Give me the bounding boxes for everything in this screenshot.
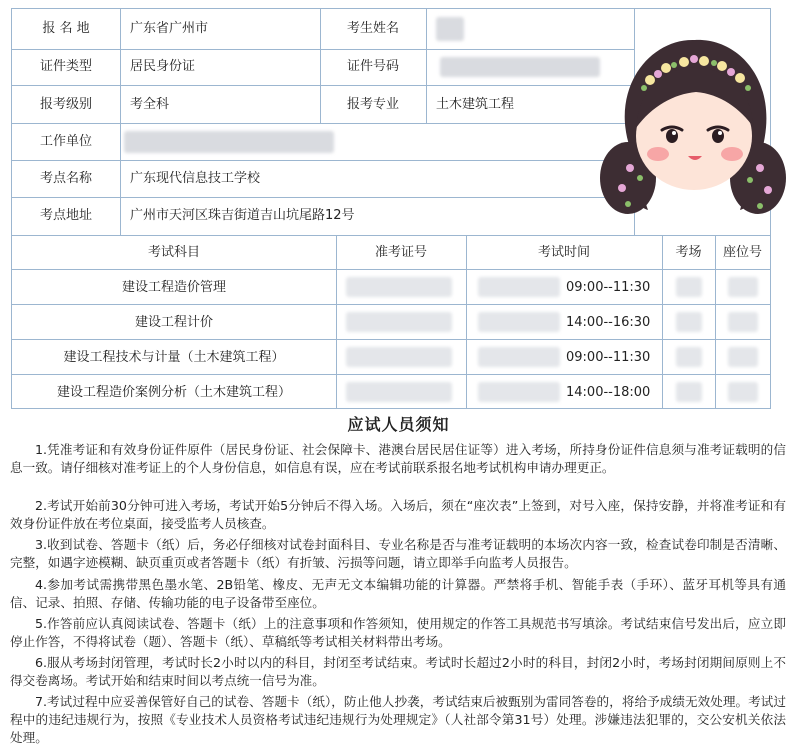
registration-place-label: 报 名 地 xyxy=(42,21,90,36)
site-address-label: 考点地址 xyxy=(39,208,92,223)
room-redacted xyxy=(676,277,702,297)
ticket-number-redacted xyxy=(346,347,452,367)
site-name-value: 广东现代信息技工学校 xyxy=(130,171,261,186)
table-row-subject: 建设工程技术与计量（土木建筑工程） xyxy=(63,350,285,365)
table-row-subject: 建设工程造价管理 xyxy=(121,280,226,295)
id-type-label: 证件类型 xyxy=(39,59,92,74)
header-seat: 座位号 xyxy=(722,245,762,260)
notice-item-3: 3.收到试卷、答题卡（纸）后，务必仔细核对试卷封面科目、专业名称是否与准考证载明的本场次内容一致，检查试卷印制是否清晰、完整，如遇字迹模糊、缺页重页或者答题卡（纸）有折皱、污损等问题，请立即举手向监考人员报告。 xyxy=(10,537,786,570)
ticket-number-redacted xyxy=(346,312,452,332)
registration-place-value: 广东省广州市 xyxy=(130,21,209,36)
seat-redacted xyxy=(728,277,758,297)
notice-item-7: 7.考试过程中应妥善保管好自己的试卷、答题卡（纸），防止他人抄袭，考试结束后被甄别为雷同答卷的，将给予成绩无效处理。考试过程中的违纪违规行为，按照《专业技术人员资格考试违纪违规行为处理规定》（人社部令第31号）处理。涉嫌违法犯罪的，交公安机关依法处理。 xyxy=(10,694,786,745)
room-redacted xyxy=(676,347,702,367)
level-label: 报考级别 xyxy=(39,97,92,112)
seat-redacted xyxy=(728,347,758,367)
table-row-subject: 建设工程计价 xyxy=(134,315,213,330)
major-value: 土木建筑工程 xyxy=(436,97,515,112)
table-row-time: 09:00--11:30 xyxy=(566,280,651,295)
seat-redacted xyxy=(728,382,758,402)
ticket-number-redacted xyxy=(346,382,452,402)
candidate-name-label: 考生姓名 xyxy=(346,21,399,36)
id-number-label: 证件号码 xyxy=(346,59,399,74)
exam-date-redacted xyxy=(478,382,560,402)
exam-date-redacted xyxy=(478,277,560,297)
room-redacted xyxy=(676,312,702,332)
site-name-label: 考点名称 xyxy=(39,171,92,186)
site-address-value: 广州市天河区珠吉街道吉山坑尾路12号 xyxy=(130,208,355,223)
table-row-subject: 建设工程造价案例分析（土木建筑工程） xyxy=(56,385,291,400)
notice-item-2: 2.考试开始前30分钟可进入考场，考试开始5分钟后不得入场。入场后，须在“座次表”上签到，对号入座，保持安静，并将准考证和有效身份证件放在考位桌面，接受监考人员核查。 xyxy=(10,498,786,531)
notice-item-1: 1.凭准考证和有效身份证件原件（居民身份证、社会保障卡、港澳台居民居住证等）进入考场，所持身份证件信息须与准考证载明的信息一致。请仔细核对准考证上的个人身份信息，如信息有误，应在考试前联系报名地考试机构申请办理更正。 xyxy=(10,442,786,475)
id-number-redacted xyxy=(440,57,600,77)
major-label: 报考专业 xyxy=(346,97,399,112)
avatar xyxy=(600,28,786,224)
header-ticket-number: 准考证号 xyxy=(374,245,427,260)
room-redacted xyxy=(676,382,702,402)
level-value: 考全科 xyxy=(130,97,170,112)
employer-label: 工作单位 xyxy=(39,134,92,149)
header-exam-time: 考试时间 xyxy=(537,245,590,260)
exam-date-redacted xyxy=(478,347,560,367)
header-room: 考场 xyxy=(675,245,702,260)
id-type-value: 居民身份证 xyxy=(130,59,196,74)
ticket-number-redacted xyxy=(346,277,452,297)
table-row-time: 09:00--11:30 xyxy=(566,350,651,365)
header-subject: 考试科目 xyxy=(147,245,200,260)
seat-redacted xyxy=(728,312,758,332)
notice-item-6: 6.服从考场封闭管理，考试时长2小时以内的科目，封闭至考试结束。考试时长超过2小时的科目，封闭2小时，考场封闭期间原则上不得交卷离场。考试开始和结束时间以考点统一信号为准。 xyxy=(10,655,786,688)
notice-item-5: 5.作答前应认真阅读试卷、答题卡（纸）上的注意事项和作答须知，使用规定的作答工具规范书写填涂。考试结束信号发出后，应立即停止作答，不得将试卷（题）、答题卡（纸）、草稿纸等考试相关材料带出考场。 xyxy=(10,616,786,649)
notice-item-4: 4.参加考试需携带黑色墨水笔、2B铅笔、橡皮、无声无文本编辑功能的计算器。严禁将手机、智能手表（手环）、蓝牙耳机等具有通信、记录、拍照、存储、传输功能的电子设备带至座位。 xyxy=(10,577,786,610)
exam-date-redacted xyxy=(478,312,560,332)
employer-redacted xyxy=(124,131,334,153)
notice-title: 应试人员须知 xyxy=(347,415,450,434)
candidate-name-redacted xyxy=(436,17,464,41)
table-row-time: 14:00--18:00 xyxy=(566,385,651,400)
table-row-time: 14:00--16:30 xyxy=(566,315,651,330)
